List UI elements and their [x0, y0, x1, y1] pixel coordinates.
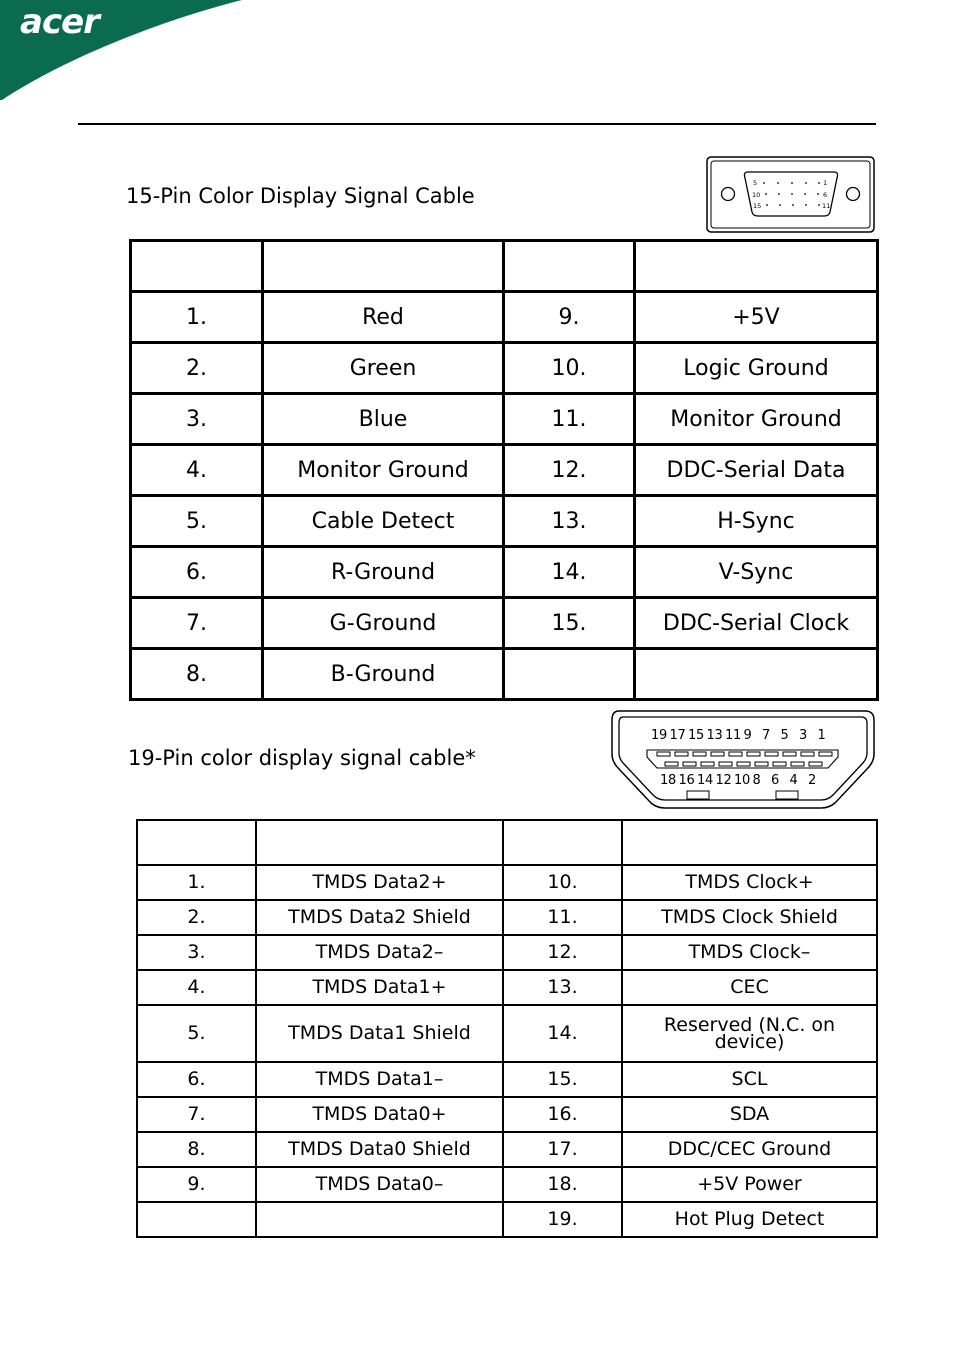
- pin-number-cell: 13.: [504, 496, 635, 547]
- pin-number-cell: [504, 649, 635, 700]
- signal-name-cell: V-Sync: [635, 547, 878, 598]
- pin-number-cell: 9.: [504, 292, 635, 343]
- hdmi-pin-number: 2: [808, 773, 816, 788]
- signal-name-cell: Monitor Ground: [635, 394, 878, 445]
- hdmi-pin-number: 11: [725, 728, 741, 743]
- hdmi-connector-diagram: [609, 709, 877, 811]
- signal-name-cell: +5V Power: [622, 1167, 877, 1202]
- hdmi-pin-number: 8: [752, 773, 761, 788]
- vga-caption: 15-Pin Color Display Signal Cable: [126, 184, 475, 208]
- hdmi-pin-number: 15: [688, 728, 704, 743]
- hdmi-pin-number: 19: [651, 728, 667, 743]
- pin-number-cell: 8.: [131, 649, 263, 700]
- signal-name-cell: R-Ground: [263, 547, 504, 598]
- pin-number-cell: 5.: [131, 496, 263, 547]
- pin-number-cell: 1.: [131, 292, 263, 343]
- pin-number-cell: 19.: [503, 1202, 622, 1237]
- signal-name-cell: TMDS Clock Shield: [622, 900, 877, 935]
- signal-name-cell: DDC/CEC Ground: [622, 1132, 877, 1167]
- header-cell: [635, 241, 878, 292]
- header-rule: [78, 123, 876, 125]
- pin-number-cell: 6.: [131, 547, 263, 598]
- pin-number-cell: 12.: [504, 445, 635, 496]
- signal-name-cell: Blue: [263, 394, 504, 445]
- pin-number-cell: 14.: [503, 1005, 622, 1062]
- signal-name-cell: TMDS Data1+: [256, 970, 503, 1005]
- signal-name-cell: Monitor Ground: [263, 445, 504, 496]
- pin-number-cell: 11.: [503, 900, 622, 935]
- signal-name-cell: SCL: [622, 1062, 877, 1097]
- vga-label-10: 10: [752, 191, 761, 199]
- pin-number-cell: 16.: [503, 1097, 622, 1132]
- pin-number-cell: 3.: [137, 935, 256, 970]
- table-row: [137, 935, 877, 970]
- hdmi-pin-number: 3: [799, 728, 807, 743]
- table-row: [137, 1167, 877, 1202]
- signal-name-cell: Cable Detect: [263, 496, 504, 547]
- signal-name-cell: TMDS Data0 Shield: [256, 1132, 503, 1167]
- table-row: [131, 547, 878, 598]
- signal-name-cell: TMDS Data2+: [256, 865, 503, 900]
- header-cell: [622, 820, 877, 865]
- header-cell: [263, 241, 504, 292]
- vga-label-11: 11: [822, 202, 831, 210]
- pin-number-cell: 5.: [137, 1005, 256, 1062]
- vga-label-6: 6: [823, 191, 828, 199]
- hdmi-pin-number: 9: [743, 728, 752, 743]
- table-row: [131, 496, 878, 547]
- signal-name-cell: TMDS Data0–: [256, 1167, 503, 1202]
- table-row: [137, 1005, 877, 1062]
- header-cell: [131, 241, 263, 292]
- pin-number-cell: [137, 1202, 256, 1237]
- hdmi-pin-number: 13: [706, 728, 723, 743]
- signal-name-cell: H-Sync: [635, 496, 878, 547]
- signal-name-cell: CEC: [622, 970, 877, 1005]
- pin-number-cell: 8.: [137, 1132, 256, 1167]
- hdmi-pin-number: 1: [817, 728, 826, 743]
- vga-connector-diagram: [706, 156, 876, 234]
- signal-name-cell: TMDS Clock–: [622, 935, 877, 970]
- pin-number-cell: 4.: [137, 970, 256, 1005]
- signal-name-cell: TMDS Data2 Shield: [256, 900, 503, 935]
- table-row: [137, 1097, 877, 1132]
- pin-number-cell: 2.: [131, 343, 263, 394]
- signal-name-cell: [256, 1202, 503, 1237]
- signal-name-cell: Logic Ground: [635, 343, 878, 394]
- pin-number-cell: 6.: [137, 1062, 256, 1097]
- hdmi-pin-number: 10: [734, 773, 750, 788]
- header-cell: [504, 241, 635, 292]
- table-row: [131, 343, 878, 394]
- pin-number-cell: 13.: [503, 970, 622, 1005]
- signal-name-cell: TMDS Clock+: [622, 865, 877, 900]
- hdmi-pin-number: 12: [715, 773, 732, 788]
- signal-name-cell: Red: [263, 292, 504, 343]
- hdmi-pin-number: 18: [660, 773, 676, 788]
- vga-label-15: 15: [753, 202, 762, 210]
- signal-name-cell: [635, 649, 878, 700]
- signal-name-cell: TMDS Data1–: [256, 1062, 503, 1097]
- pin-number-cell: 7.: [131, 598, 263, 649]
- signal-name-cell: TMDS Data0+: [256, 1097, 503, 1132]
- signal-name-cell: Green: [263, 343, 504, 394]
- header-cell: [503, 820, 622, 865]
- pin-number-cell: 17.: [503, 1132, 622, 1167]
- vga-label-5: 5: [753, 179, 758, 187]
- hdmi-pin-number: 17: [669, 728, 686, 743]
- pin-number-cell: 10.: [504, 343, 635, 394]
- header-cell: [137, 820, 256, 865]
- pin-number-cell: 15.: [504, 598, 635, 649]
- signal-name-cell: TMDS Data1 Shield: [256, 1005, 503, 1062]
- table-row: [131, 292, 878, 343]
- pin-number-cell: 10.: [503, 865, 622, 900]
- pin-number-cell: 12.: [503, 935, 622, 970]
- pin-number-cell: 7.: [137, 1097, 256, 1132]
- table-row: [131, 598, 878, 649]
- signal-name-cell: Reserved (N.C. on device): [622, 1005, 877, 1062]
- pin-number-cell: 18.: [503, 1167, 622, 1202]
- signal-name-cell: B-Ground: [263, 649, 504, 700]
- table-row: [131, 649, 878, 700]
- hdmi-pin-number: 16: [678, 773, 695, 788]
- table-header-row: [131, 241, 878, 292]
- signal-name-cell: SDA: [622, 1097, 877, 1132]
- vga-pin-table: [129, 239, 879, 701]
- pin-number-cell: 1.: [137, 865, 256, 900]
- hdmi-pin-number: 7: [762, 728, 770, 743]
- hdmi-pin-number: 14: [697, 773, 713, 788]
- hdmi-pin-number: 5: [780, 728, 789, 743]
- table-row: [137, 900, 877, 935]
- table-row: [137, 865, 877, 900]
- pin-number-cell: 2.: [137, 900, 256, 935]
- vga-label-1: 1: [823, 179, 828, 187]
- table-row: [137, 970, 877, 1005]
- signal-name-cell: Hot Plug Detect: [622, 1202, 877, 1237]
- signal-name-cell: G-Ground: [263, 598, 504, 649]
- table-header-row: [137, 820, 877, 865]
- pin-number-cell: 14.: [504, 547, 635, 598]
- table-row: [137, 1062, 877, 1097]
- header-cell: [256, 820, 503, 865]
- pin-number-cell: 4.: [131, 445, 263, 496]
- signal-name-cell: +5V: [635, 292, 878, 343]
- hdmi-pin-table: [136, 819, 878, 1238]
- pin-number-cell: 3.: [131, 394, 263, 445]
- signal-name-cell: TMDS Data2–: [256, 935, 503, 970]
- pin-number-cell: 15.: [503, 1062, 622, 1097]
- hdmi-pin-number: 4: [789, 773, 798, 788]
- table-row: [137, 1132, 877, 1167]
- pin-number-cell: 11.: [504, 394, 635, 445]
- table-row: [137, 1202, 877, 1237]
- signal-name-cell: DDC-Serial Clock: [635, 598, 878, 649]
- pin-number-cell: 9.: [137, 1167, 256, 1202]
- hdmi-caption: 19-Pin color display signal cable*: [128, 746, 476, 770]
- table-row: [131, 394, 878, 445]
- table-row: [131, 445, 878, 496]
- hdmi-pin-number: 6: [771, 773, 779, 788]
- signal-name-cell: DDC-Serial Data: [635, 445, 878, 496]
- acer-logo: acer: [20, 2, 99, 42]
